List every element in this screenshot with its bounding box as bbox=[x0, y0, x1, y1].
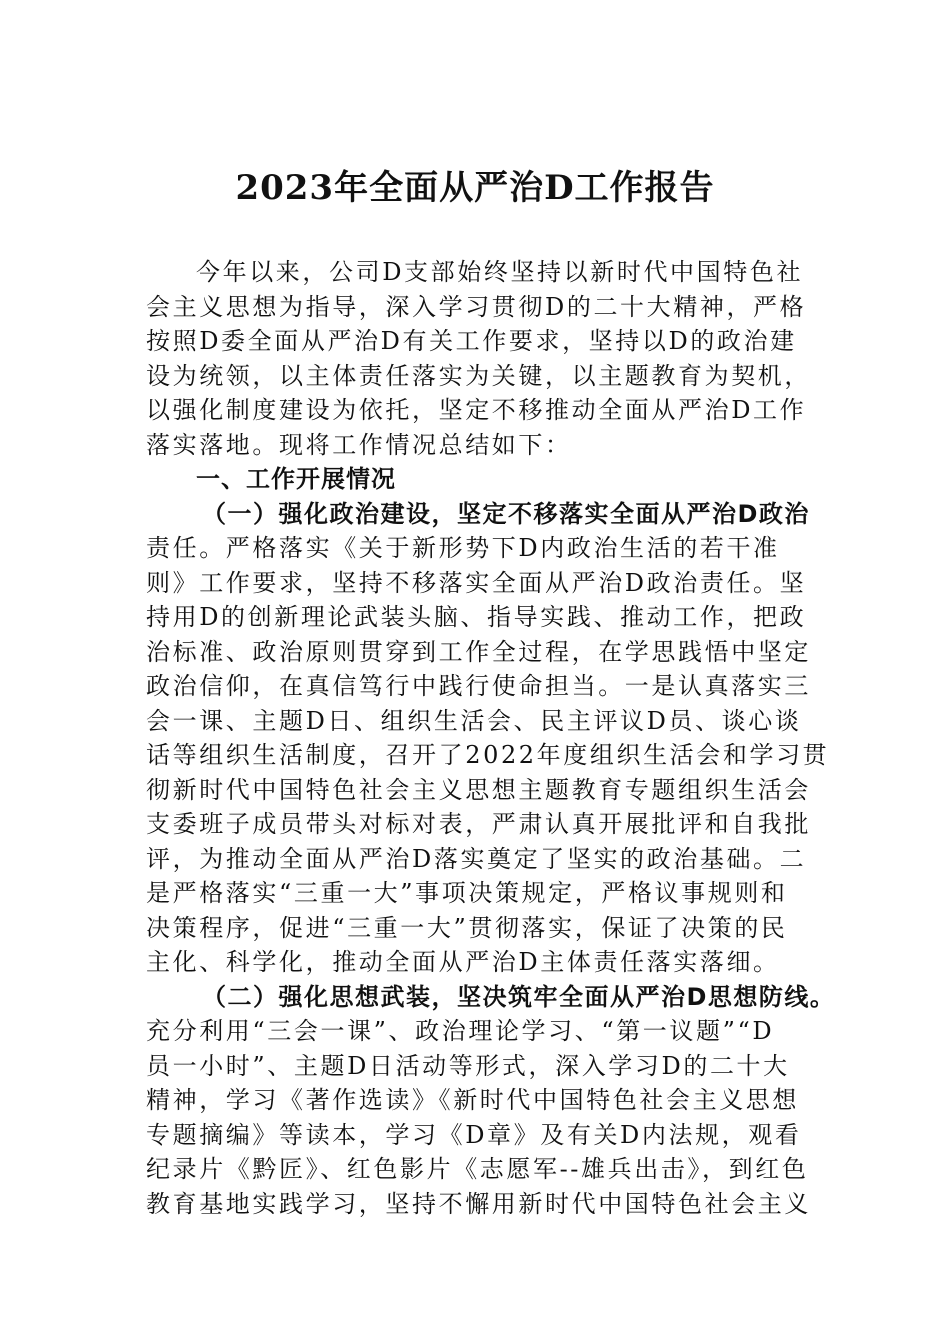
intro-line: 落实落地。现将工作情况总结如下： bbox=[146, 430, 572, 459]
intro-line: 设为统领，以主体责任落实为关键，以主题教育为契机， bbox=[146, 361, 811, 390]
intro-line: 以强化制度建设为依托，坚定不移推动全面从严治D工作 bbox=[146, 396, 807, 424]
paragraph-line: 责任。严格落实《关于新形势下D内政治生活的若干准 bbox=[146, 534, 780, 562]
document-title: 2023年全面从严治D工作报告 bbox=[235, 168, 715, 208]
paragraph-line: 话等组织生活制度，召开了2022年度组织生活会和学习贯 bbox=[146, 741, 830, 769]
paragraph-line: 支委班子成员带头对标对表，严肃认真开展批评和自我批 bbox=[146, 810, 811, 838]
paragraph-line: 决策程序，促进“三重一大”贯彻落实，保证了决策的民 bbox=[146, 913, 788, 942]
paragraph-line: 专题摘编》等读本，学习《D章》及有关D内法规，观看 bbox=[146, 1120, 802, 1149]
paragraph-line: 评，为推动全面从严治D落实奠定了坚实的政治基础。二 bbox=[146, 844, 807, 873]
paragraph-line: 持用D的创新理论武装头脑、指导实践、推动工作，把政 bbox=[146, 603, 807, 631]
paragraph-line: 则》工作要求，坚持不移落实全面从严治D政治责任。坚 bbox=[146, 568, 807, 597]
paragraph-line: 纪录片《黔匠》、红色影片《志愿军--雄兵出击》，到红色 bbox=[146, 1155, 809, 1183]
intro-line: 按照D委全面从严治D有关工作要求，坚持以D的政治建 bbox=[146, 327, 797, 355]
paragraph-line: 会一课、主题D日、组织生活会、民主评议D员、谈心谈 bbox=[146, 706, 802, 735]
paragraph-line: 精神，学习《著作选读》《新时代中国特色社会主义思想 bbox=[146, 1086, 799, 1114]
paragraph-line: 政治信仰，在真信笃行中践行使命担当。一是认真落实三 bbox=[146, 672, 811, 700]
paragraph-line: 彻新时代中国特色社会主义思想主题教育专题组织生活会 bbox=[146, 775, 811, 804]
paragraph-line: 充分利用“三会一课”、政治理论学习、“第一议题”“D bbox=[146, 1017, 775, 1045]
subsection-heading: （一）强化政治建设，坚定不移落实全面从严治D政治 bbox=[202, 499, 810, 528]
document-body bbox=[146, 255, 836, 1221]
section-heading: 一、工作开展情况 bbox=[196, 465, 396, 493]
paragraph-line: 治标准、政治原则贯穿到工作全过程，在学思践悟中坚定 bbox=[146, 637, 811, 666]
paragraph-line: 主化、科学化，推动全面从严治D主体责任落实落细。 bbox=[146, 948, 780, 976]
paragraph-line: 员一小时”、主题D日活动等形式，深入学习D的二十大 bbox=[146, 1051, 790, 1080]
intro-line: 今年以来，公司D支部始终坚持以新时代中国特色社 bbox=[196, 258, 804, 286]
subsection-heading: （二）强化思想武装，坚决筑牢全面从严治D思想防线。 bbox=[202, 982, 836, 1011]
paragraph-line: 教育基地实践学习，坚持不懈用新时代中国特色社会主义 bbox=[146, 1189, 811, 1218]
paragraph-line: 是严格落实“三重一大”事项决策规定，严格议事规则和 bbox=[146, 879, 788, 907]
intro-line: 会主义思想为指导，深入学习贯彻D的二十大精神，严格 bbox=[146, 292, 807, 321]
